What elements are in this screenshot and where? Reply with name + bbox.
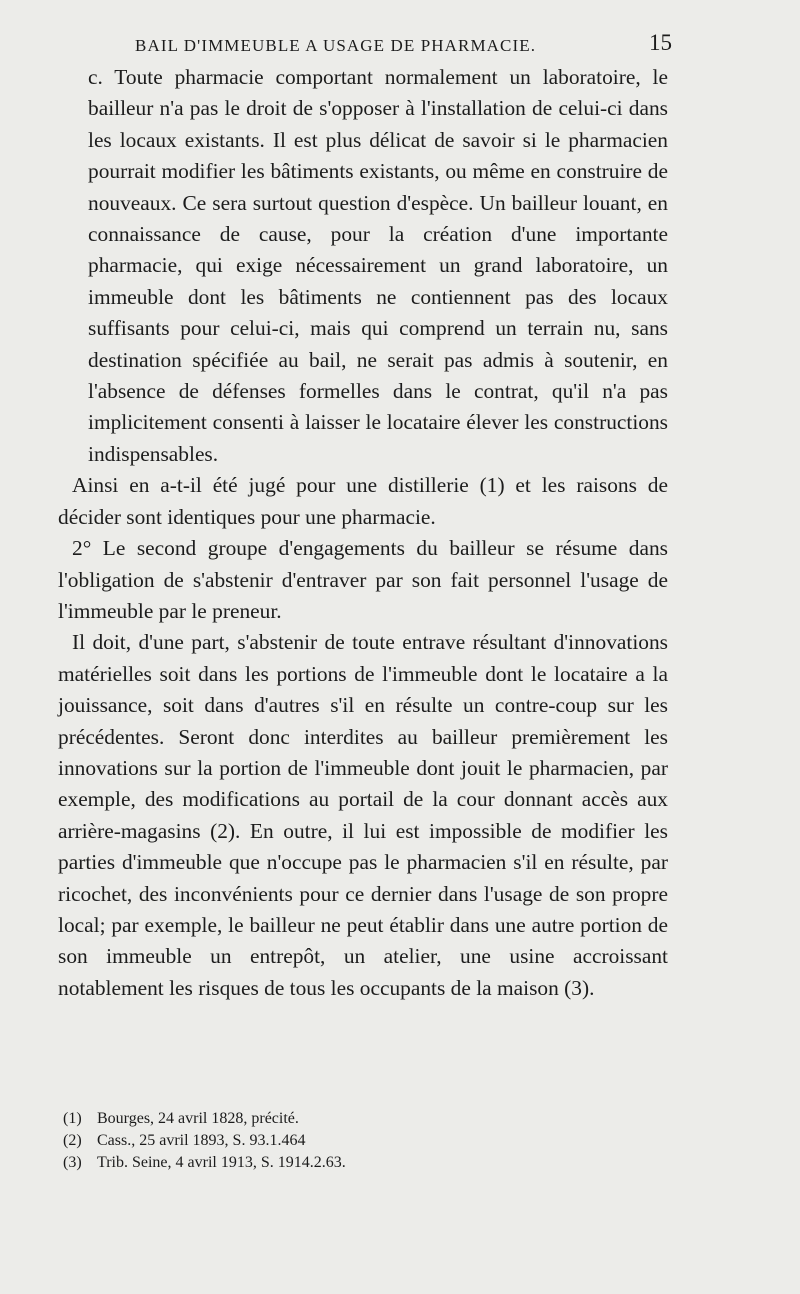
footnote-3 (63, 1152, 583, 1174)
footnote-1 (63, 1108, 583, 1130)
paragraph-innovations: Il doit, d'une part, s'abstenir de toute entrave résultant d'innovations matérielles soit dans les portions de l'immeuble dont le locataire a la jouissance, soit dans d'autres s'il en résulte un contre-coup sur les précédentes. Seront donc interdites au bailleur premièrement les innovations sur la portion de l'immeuble dont jouit le pharmacien, par exemple, des modifications au portail de la cour donnant accès aux arrière-magasins (2). En outre, il lui est impossible de modifier les parties d'immeuble que n'occupe pas le pharmacien s'il en résulte, par ricochet, des inconvénients pour ce dernier dans l'usage de son propre local; par exemple, le bailleur ne peut établir dans une autre portion de son immeuble un entrepôt, un atelier, une usine accroissant notablement les risques de tous les occupants de la maison (3). (58, 630, 668, 1000)
footnote-mark: (3) (63, 1154, 82, 1171)
running-title: BAIL D'IMMEUBLE A USAGE DE PHARMACIE. (135, 36, 537, 55)
footnote-mark: (1) (63, 1110, 82, 1127)
running-header (135, 30, 670, 60)
page-number: 15 (649, 30, 672, 55)
paragraph-laboratoire: c. Toute pharmacie comportant normalement un laboratoire, le bailleur n'a pas le droit de s'opposer à l'installation de celui-ci dans les locaux existants. Il est plus délicat de savoir si le pharmacien pourrait modifier les bâtiments existants, ou même en construire de nouveaux. Ce sera surtout question d'espèce. Un bailleur louant, en connaissance de cause, pour la création d'une importante pharmacie, qui exige nécessairement un grand laboratoire, un immeuble dont les bâtiments ne contiennent pas des locaux suffisants pour celui-ci, mais qui comprend un terrain nu, sans destination spécifiée au bail, ne serait pas admis à soutenir, en l'absence de défenses formelles dans le contrat, qu'il n'a pas implicitement consenti à laisser le locataire élever les constructions indispensables. (88, 65, 668, 466)
paragraph-distillerie: Ainsi en a-t-il été jugé pour une distillerie (1) et les raisons de décider sont identiques pour une pharmacie. (58, 473, 668, 529)
footnote-mark: (2) (63, 1132, 82, 1149)
paragraph-second-groupe: 2° Le second groupe d'engagements du bailleur se résume dans l'obligation de s'abstenir d'entraver par son fait personnel l'usage de l'immeuble par le preneur. (58, 536, 668, 623)
footnote-text: Cass., 25 avril 1893, S. 93.1.464 (97, 1132, 306, 1149)
footnote-2 (63, 1130, 583, 1152)
body-text (58, 62, 668, 1004)
footnote-text: Trib. Seine, 4 avril 1913, S. 1914.2.63. (97, 1154, 346, 1171)
footnotes (63, 1108, 583, 1174)
footnote-text: Bourges, 24 avril 1828, précité. (97, 1110, 299, 1127)
